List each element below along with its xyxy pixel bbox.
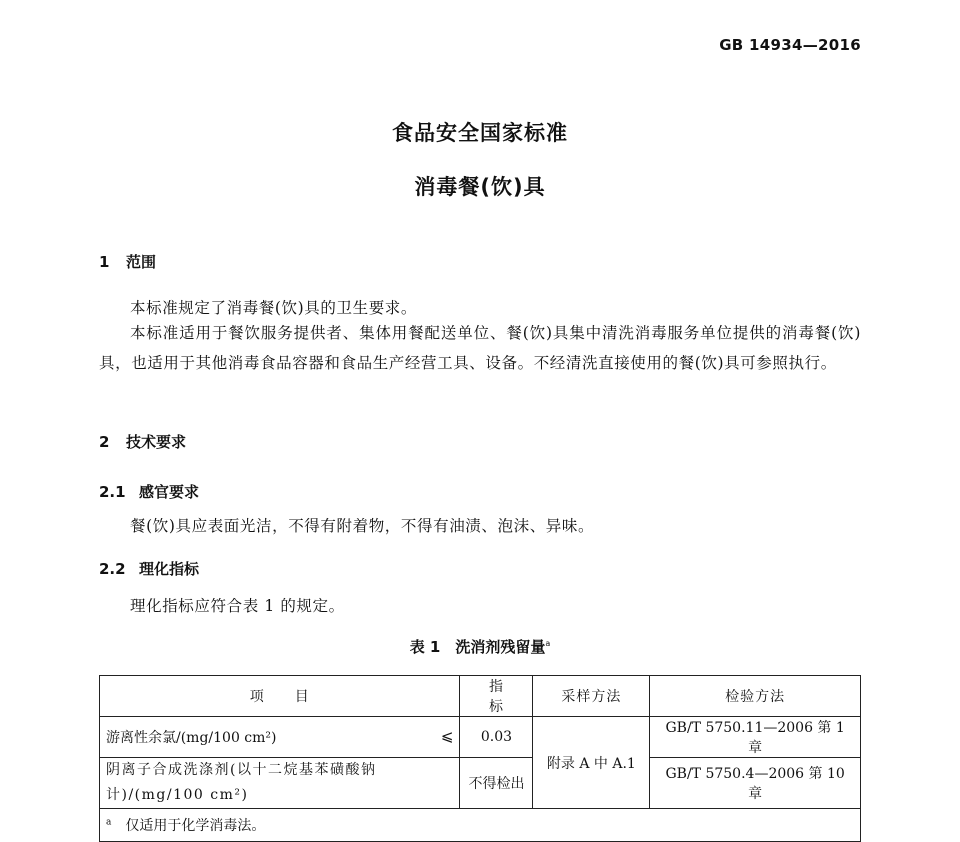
- header-index: 指 标: [460, 676, 533, 717]
- less-equal-symbol: ⩽: [440, 727, 454, 745]
- section-title: 理化指标: [139, 560, 200, 578]
- section-title: 范围: [126, 253, 157, 271]
- section-2-1-heading: [99, 481, 199, 502]
- document-title: 食品安全国家标准: [392, 121, 568, 145]
- section-number: 1: [99, 253, 110, 271]
- footnote-mark: a: [545, 639, 551, 648]
- header-test: 检验方法: [650, 676, 861, 717]
- footnote-mark: a: [106, 817, 112, 828]
- table-note-row: [100, 809, 861, 842]
- paragraph-sensory: 餐(饮)具应表面光洁，不得有附着物，不得有油渍、泡沫、异味。: [130, 517, 595, 535]
- table-note: $^a$ 仅适用于化学消毒法。: [100, 809, 861, 842]
- table-caption: 表 1 洗消剂残留量$^a$: [409, 638, 551, 656]
- section-2-heading: [99, 431, 186, 452]
- header-sampling: 采样方法: [533, 676, 650, 717]
- section-title: 感官要求: [139, 483, 200, 501]
- section-number: 2: [99, 433, 110, 451]
- header-item: 项 目: [100, 676, 460, 717]
- table-header-row: [100, 676, 861, 717]
- row-index-cell: 不得检出: [460, 758, 533, 809]
- row-test-cell: GB/T 5750.11—2006 第 1 章: [650, 717, 861, 758]
- row-item-cell: 阴离子合成洗涤剂(以十二烷基苯磺酸钠计)/(mg/100 cm²): [100, 758, 460, 809]
- row-item-cell: 游离性余氯/(mg/100 cm²) ⩽: [100, 717, 460, 758]
- document-subtitle: 消毒餐(饮)具: [414, 175, 546, 199]
- row-index-cell: 0.03: [460, 717, 533, 758]
- sampling-method-cell: 附录 A 中 A.1: [533, 717, 650, 809]
- section-number: 2.2: [99, 560, 126, 578]
- section-number: 2.1: [99, 483, 126, 501]
- section-2-2-heading: [99, 558, 199, 579]
- section-1-heading: [99, 251, 156, 272]
- standard-code: GB 14934—2016: [719, 36, 861, 54]
- row-test-cell: GB/T 5750.4—2006 第 10 章: [650, 758, 861, 809]
- paragraph-physchem: 理化指标应符合表 1 的规定。: [130, 597, 345, 615]
- table-row: [100, 717, 861, 758]
- paragraph-scope-2: 本标准适用于餐饮服务提供者、集体用餐配送单位、餐(饮)具集中清洗消毒服务单位提供的消毒餐(饮)具，也适用于其他消毒食品容器和食品生产经营工具、设备。不经清洗直接使用的餐(饮)具可参照执行。: [99, 324, 861, 372]
- residue-table: [99, 675, 861, 842]
- table-row: [100, 758, 861, 809]
- paragraph-scope-1: 本标准规定了消毒餐(饮)具的卫生要求。: [130, 299, 417, 317]
- section-title: 技术要求: [126, 433, 187, 451]
